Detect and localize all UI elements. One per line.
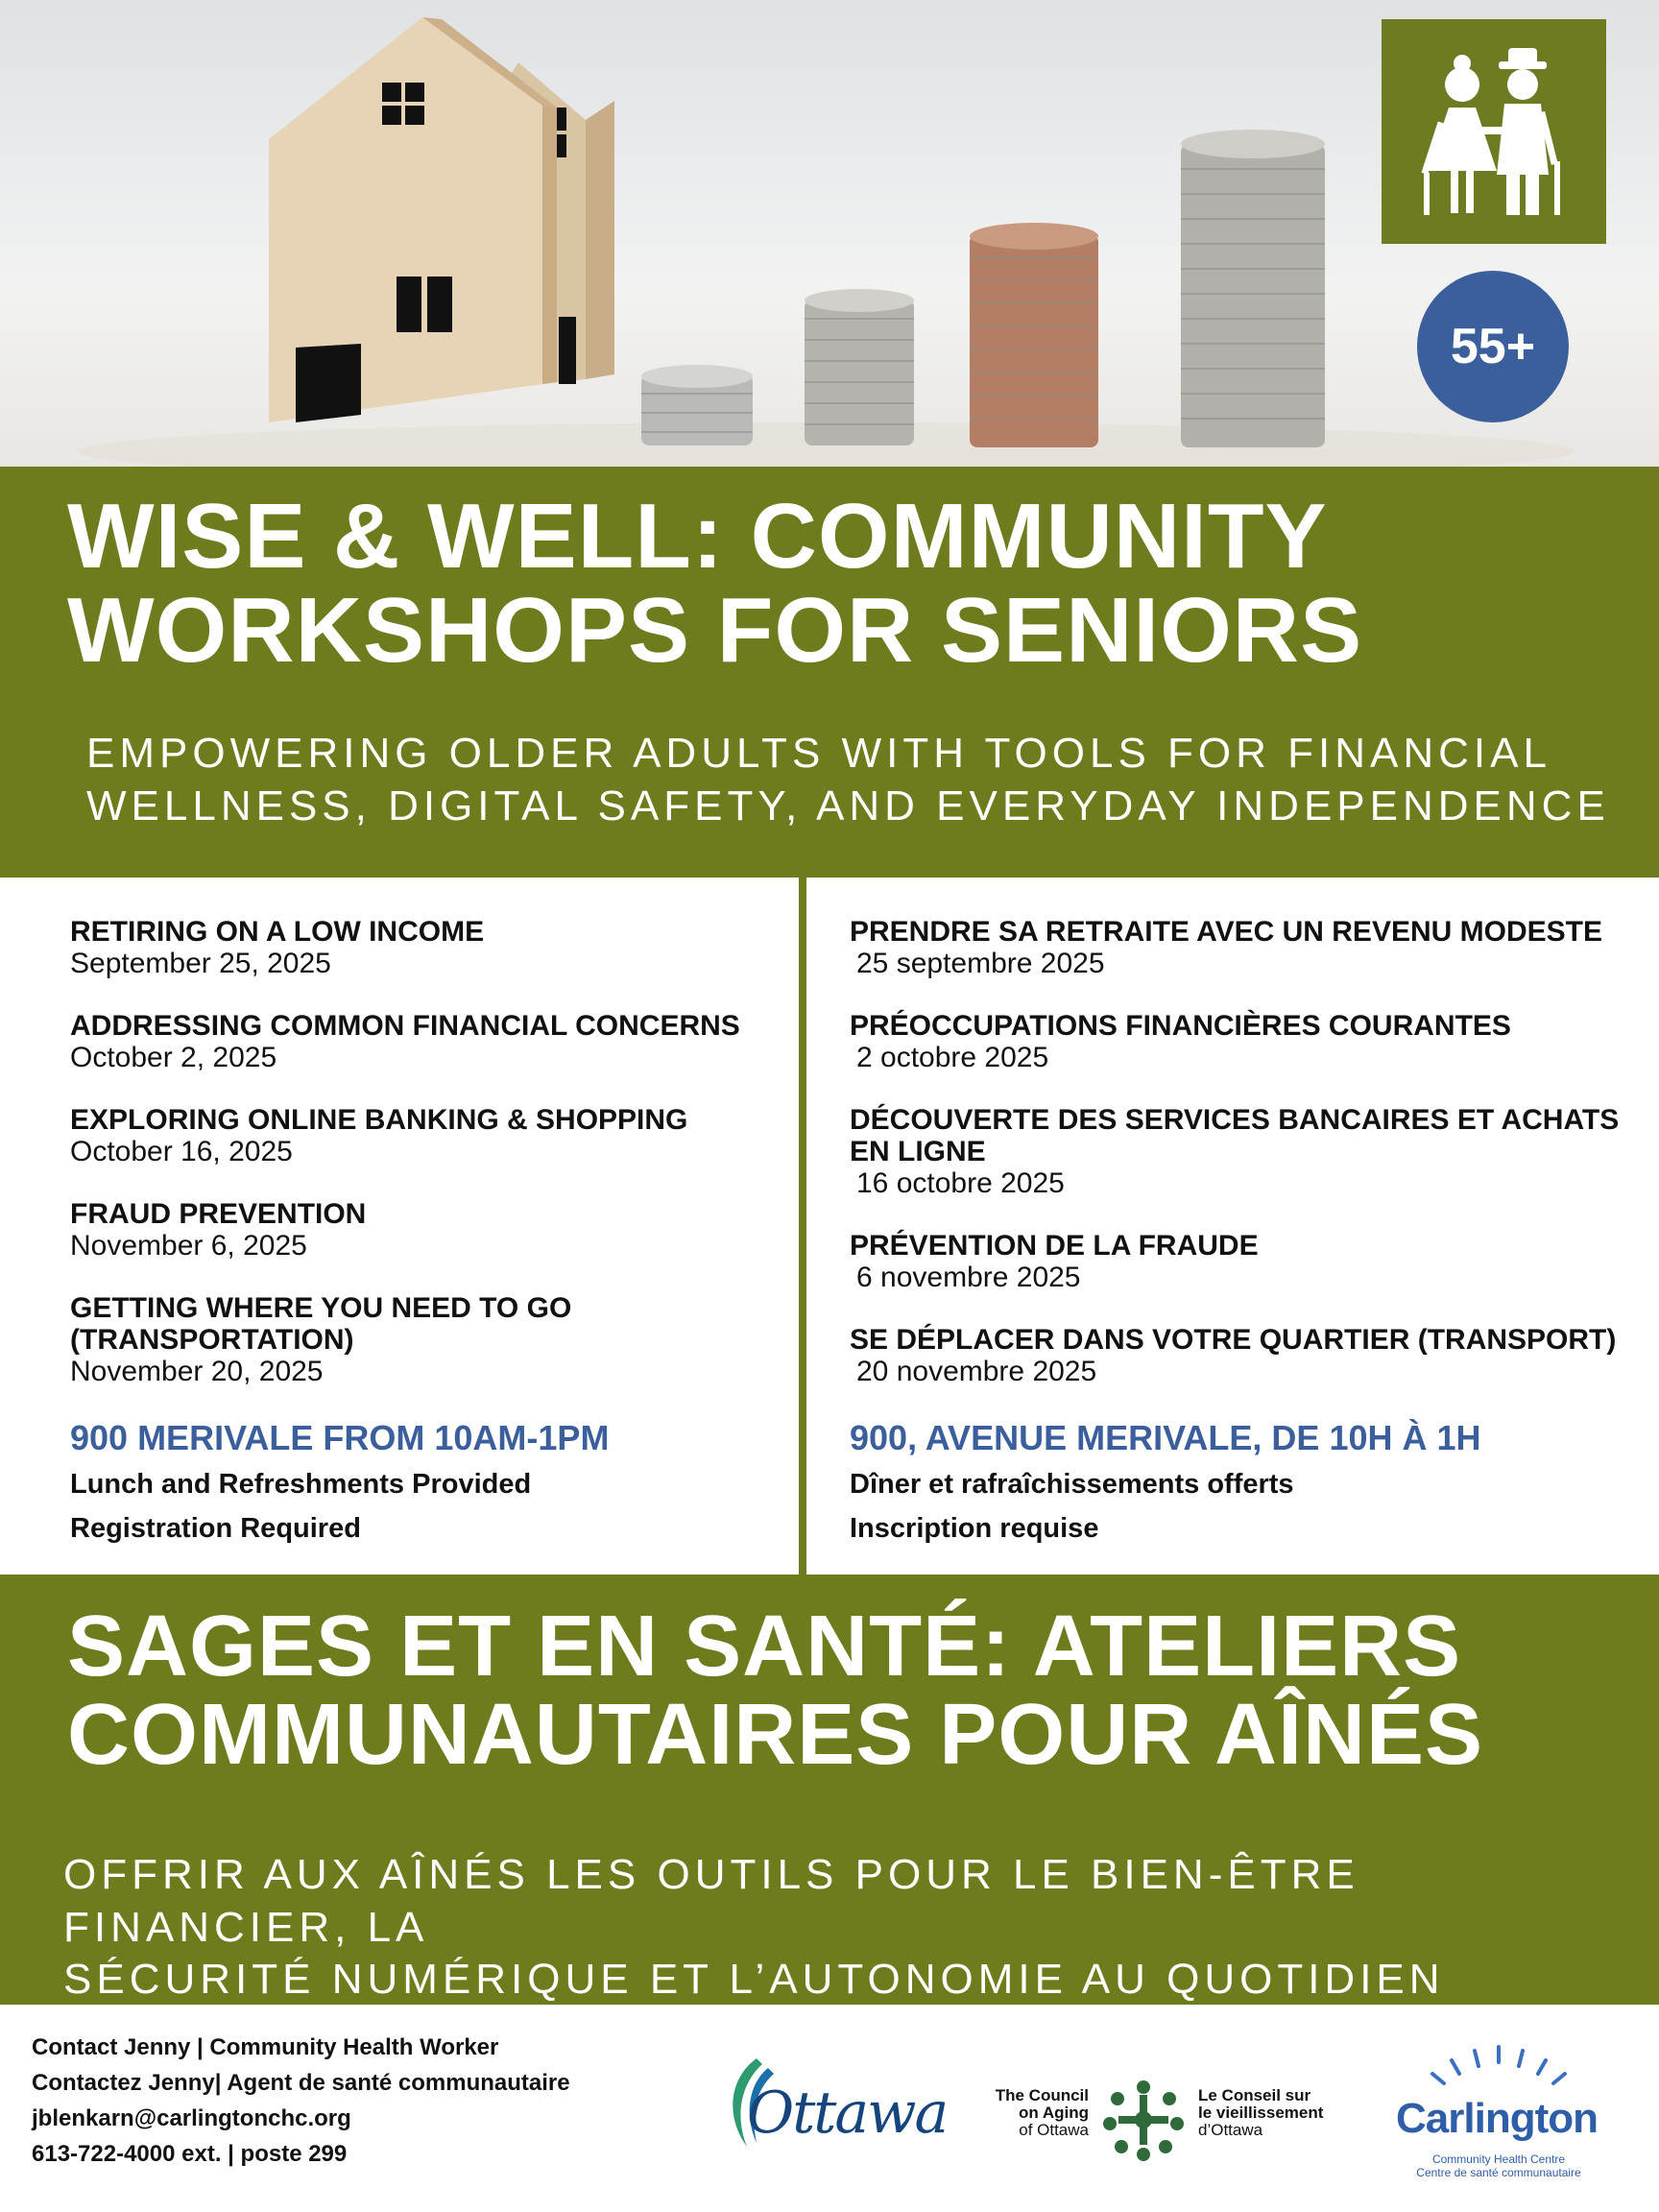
workshop-title: PRENDRE SA RETRAITE AVEC UN REVENU MODESTE [850, 916, 1602, 948]
carlington-subtitle-french: Centre de santé communautaire [1416, 2166, 1581, 2179]
french-title [67, 1599, 1484, 1783]
ottawa-wordmark: Ottawa [747, 2080, 948, 2147]
carlington-logo [1388, 2043, 1609, 2187]
english-note-lunch: Lunch and Refreshments Provided [70, 1469, 532, 1500]
elderly-couple-icon [1382, 19, 1606, 244]
french-title-line1: SAGES ET EN SANTÉ: ATELIERS [67, 1599, 1462, 1695]
workshop-date: November 20, 2025 [70, 1356, 324, 1387]
french-title-line2: COMMUNAUTAIRES POUR AÎNÉS [67, 1686, 1484, 1783]
english-title-line1: WISE & WELL: COMMUNITY [67, 485, 1328, 588]
workshop-item [850, 1230, 1627, 1293]
workshop-item [850, 916, 1627, 979]
workshop-item [70, 916, 781, 979]
contact-block [32, 2030, 570, 2172]
workshop-title: DÉCOUVERTE DES SERVICES BANCAIRES ET ACHATS EN LIGNE [850, 1104, 1620, 1167]
workshop-item [70, 1198, 781, 1262]
council-fr-line2: le vieillissement [1198, 2104, 1324, 2122]
workshop-title: EXPLORING ONLINE BANKING & SHOPPING [70, 1104, 688, 1136]
french-subtitle [63, 1849, 1659, 2007]
french-subtitle-line2: SÉCURITÉ NUMÉRIQUE ET L’AUTONOMIE AU QUOTIDIEN [63, 1956, 1445, 2004]
workshop-title: FRAUD PREVENTION [70, 1198, 367, 1230]
council-en-line2: on Aging [1018, 2104, 1089, 2122]
council-en-line3: of Ottawa [1019, 2121, 1089, 2139]
council-en-line1: The Council [995, 2086, 1089, 2104]
english-note-registration: Registration Required [70, 1512, 361, 1544]
workshop-item [850, 1104, 1627, 1199]
council-name-english [975, 2087, 1089, 2139]
english-subtitle-line1: EMPOWERING OLDER ADULTS WITH TOOLS FOR FINANCIAL [86, 730, 1551, 777]
council-people-circle-icon [1100, 2078, 1187, 2162]
carlington-wordmark: Carlington [1396, 2095, 1598, 2142]
workshop-item [850, 1324, 1627, 1387]
sunburst-icon [1388, 2043, 1609, 2101]
workshop-date: 6 novembre 2025 [856, 1262, 1081, 1293]
age-badge: 55+ [1417, 271, 1569, 422]
french-note-lunch: Dîner et rafraîchissements offerts [850, 1469, 1294, 1500]
workshop-item [70, 1010, 781, 1073]
workshop-title: GETTING WHERE YOU NEED TO GO (TRANSPORTATION) [70, 1292, 572, 1356]
workshop-date: October 2, 2025 [70, 1042, 277, 1073]
french-location: 900, AVENUE MERIVALE, DE 10H À 1H [850, 1418, 1481, 1457]
council-on-aging-logo [975, 2078, 1338, 2162]
contact-line-english: Contact Jenny | Community Health Worker [32, 2034, 499, 2060]
english-subtitle-line2: WELLNESS, DIGITAL SAFETY, AND EVERYDAY INDEPENDENCE [86, 781, 1610, 830]
english-title [67, 485, 1363, 682]
workshop-date: November 6, 2025 [70, 1230, 307, 1262]
footer [0, 2005, 1659, 2212]
workshop-date: 20 novembre 2025 [856, 1356, 1097, 1387]
french-subtitle-line1: OFFRIR AUX AÎNÉS LES OUTILS POUR LE BIEN-ÊTRE FINANCIER, LA [63, 1851, 1359, 1951]
english-column [70, 916, 781, 1558]
french-note-registration: Inscription requise [850, 1512, 1099, 1544]
english-subtitle [86, 728, 1610, 832]
council-fr-line3: d’Ottawa [1198, 2121, 1263, 2139]
workshop-title: PRÉOCCUPATIONS FINANCIÈRES COURANTES [850, 1010, 1511, 1042]
column-divider [799, 878, 806, 1575]
workshop-date: September 25, 2025 [70, 948, 331, 979]
ottawa-logo [718, 2051, 948, 2156]
council-fr-line1: Le Conseil sur [1198, 2086, 1311, 2104]
coin-stacks [641, 130, 1325, 447]
french-banner [0, 1575, 1659, 2005]
workshop-title: PRÉVENTION DE LA FRAUDE [850, 1230, 1259, 1262]
front-house [269, 17, 557, 422]
carlington-subtitle-english: Community Health Centre [1431, 2152, 1566, 2166]
workshop-date: 16 octobre 2025 [856, 1167, 1065, 1199]
workshop-title: ADDRESSING COMMON FINANCIAL CONCERNS [70, 1010, 740, 1042]
contact-email[interactable]: jblenkarn@carlingtonchc.org [32, 2105, 351, 2131]
workshop-title: RETIRING ON A LOW INCOME [70, 916, 485, 948]
workshop-title: SE DÉPLACER DANS VOTRE QUARTIER (TRANSPORT) [850, 1324, 1617, 1356]
council-name-french [1198, 2087, 1342, 2139]
english-banner [0, 467, 1659, 878]
contact-line-french: Contactez Jenny| Agent de santé communautaire [32, 2070, 570, 2096]
workshop-date: 25 septembre 2025 [856, 948, 1105, 979]
english-location: 900 MERIVALE FROM 10AM-1PM [70, 1418, 610, 1457]
workshop-schedule [0, 878, 1659, 1575]
english-title-line2: WORKSHOPS FOR SENIORS [67, 578, 1363, 682]
workshop-item [850, 1010, 1627, 1073]
contact-phone[interactable]: 613-722-4000 ext. | poste 299 [32, 2141, 348, 2167]
seniors-badge [1382, 19, 1606, 244]
french-column [850, 916, 1627, 1558]
workshop-date: October 16, 2025 [70, 1136, 293, 1167]
hero-photo [0, 0, 1659, 467]
workshop-item [70, 1292, 781, 1387]
workshop-item [70, 1104, 781, 1167]
workshop-date: 2 octobre 2025 [856, 1042, 1049, 1073]
